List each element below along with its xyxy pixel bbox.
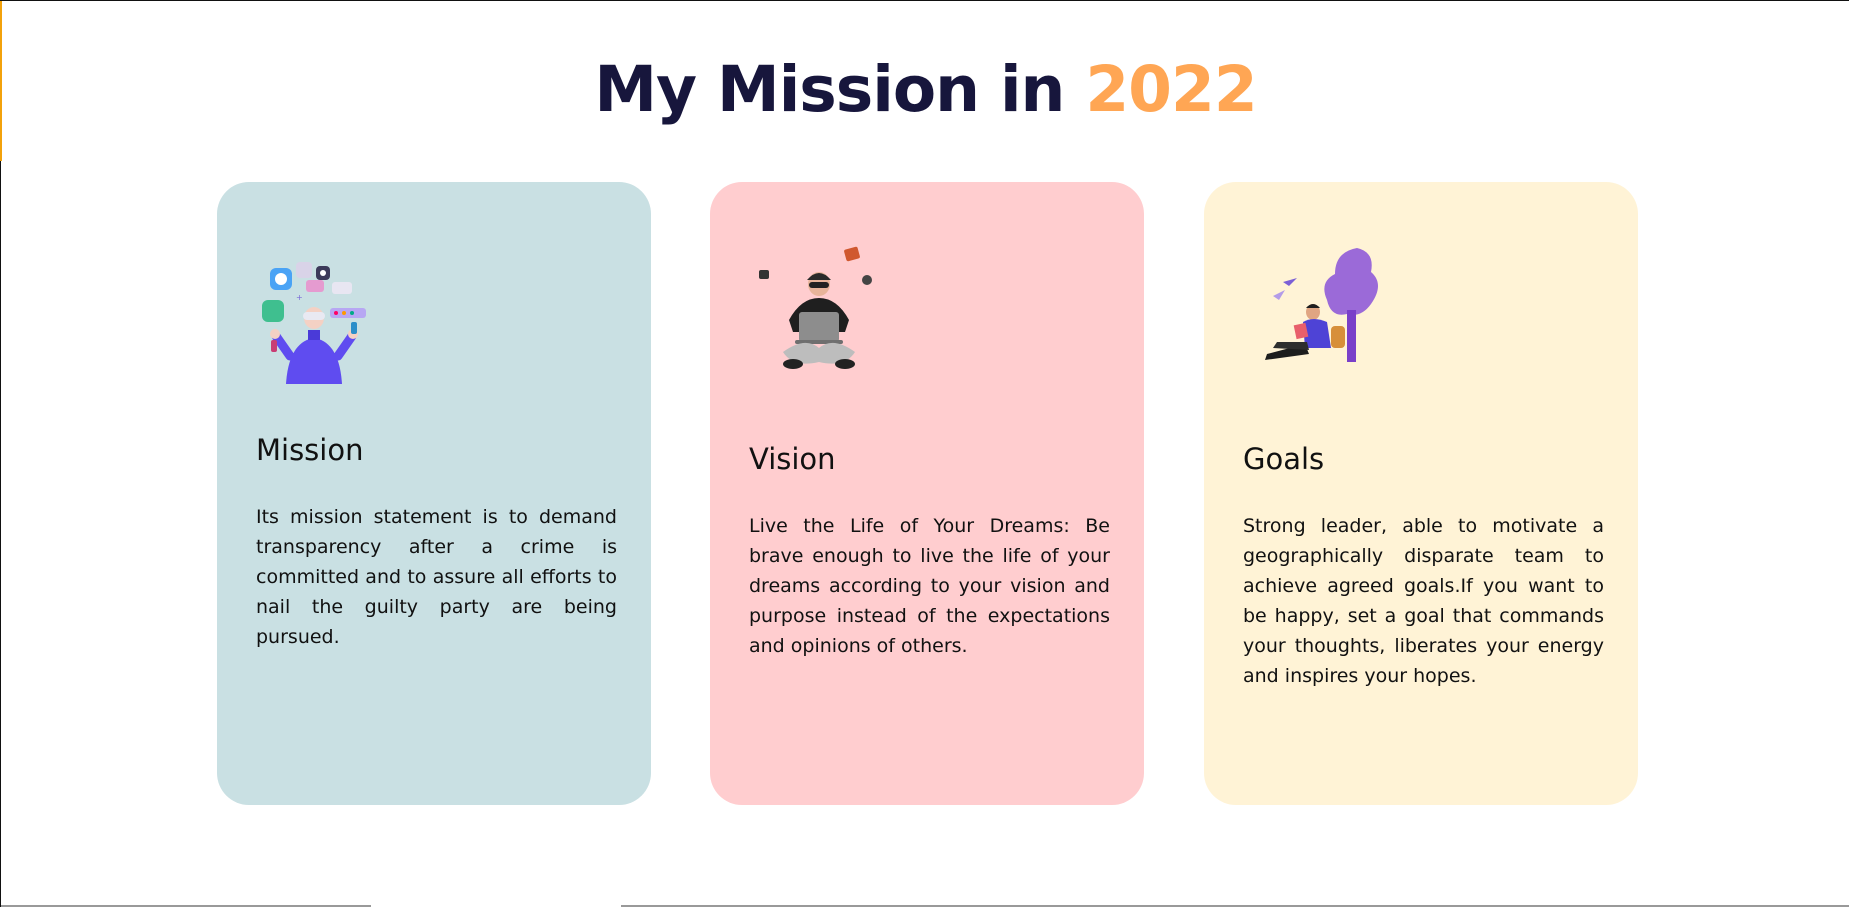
person-juggling-app-icons-icon — [256, 256, 396, 396]
card-title: Vision — [749, 442, 836, 476]
card-title: Goals — [1243, 442, 1325, 476]
card-description: Its mission statement is to demand transparency after a crime is committed and to assure all efforts to nail the guilty party are being pursued. — [256, 506, 617, 648]
page-title — [1, 45, 1849, 135]
person-with-laptop-icon — [749, 240, 889, 380]
card-description: Live the Life of Your Dreams: Be brave enough to live the life of your dreams according to your vision and purpose instead of the expectations and opinions of others. — [749, 515, 1110, 657]
card-title: Mission — [256, 433, 364, 467]
page-title-text: My Mission in — [594, 53, 1086, 126]
goals-card — [1204, 182, 1638, 805]
svg-text:+: + — [296, 293, 303, 302]
vision-card — [710, 182, 1144, 805]
card-description: Strong leader, able to motivate a geographically disparate team to achieve agreed goals.If you want to be happy, set a goal that commands your thoughts, liberates your energy and inspires your hopes. — [1243, 515, 1604, 687]
person-reading-under-tree-icon — [1243, 230, 1383, 370]
page-title-year: 2022 — [1085, 53, 1257, 126]
mission-card — [217, 182, 651, 805]
